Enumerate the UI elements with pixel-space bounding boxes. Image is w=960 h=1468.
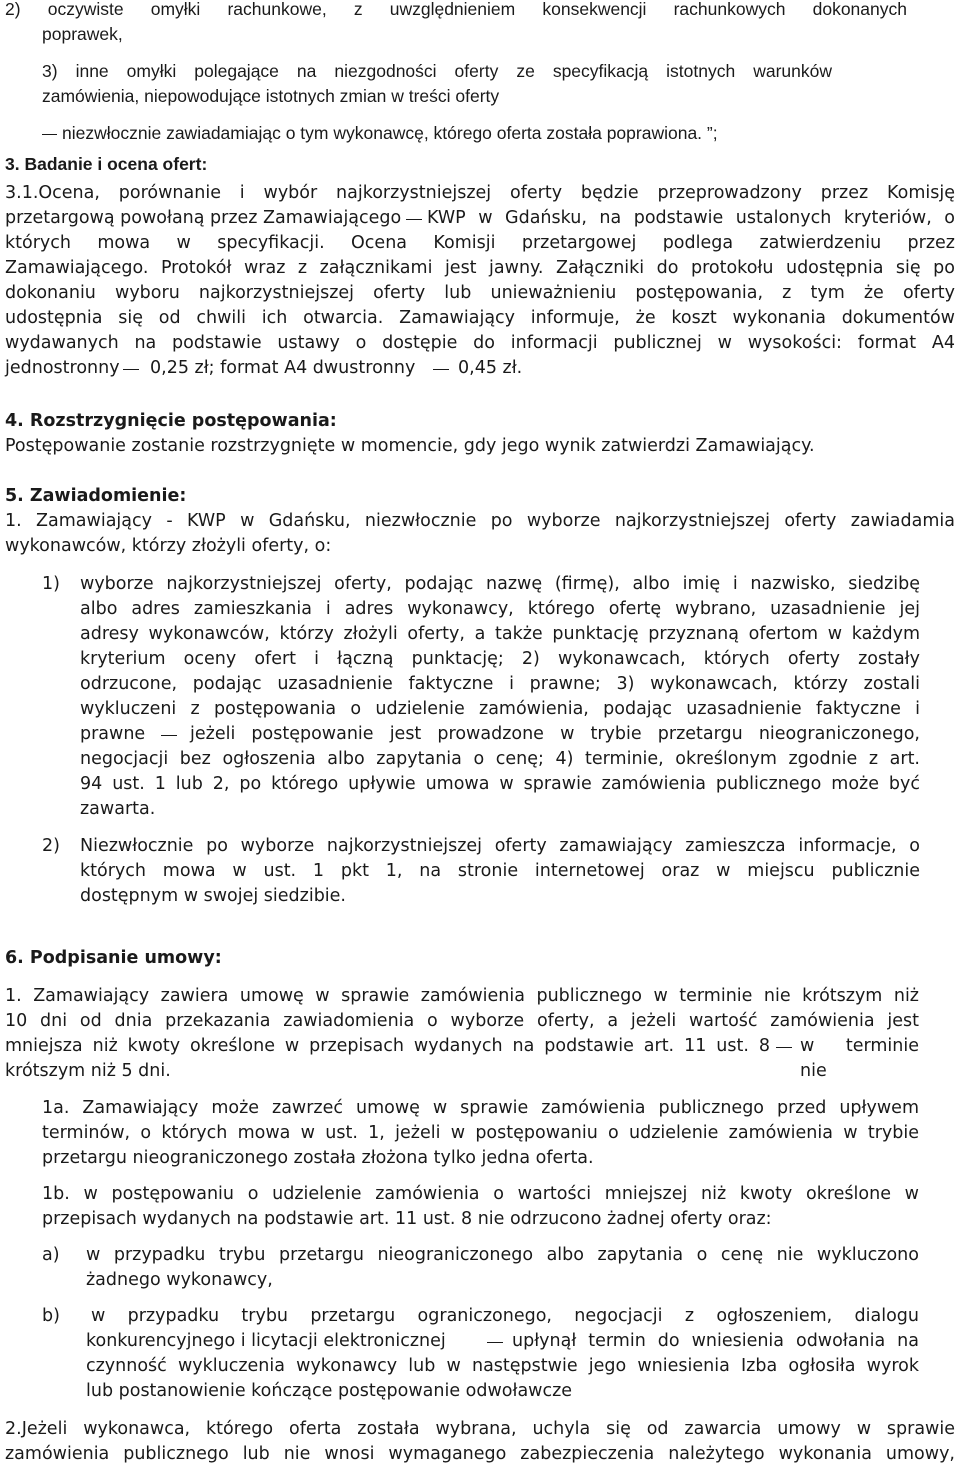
text-line: adresy wykonawców, którzy złożyli oferty, a także punktację przyznaną ofertom w każdym bbox=[80, 624, 920, 644]
text-line: 0,25 zł; format A4 dwustronny bbox=[150, 358, 416, 378]
text-line: 94 ust. 1 lub 2, po którego upływie umowa w sprawie zamówienia publicznego może być bbox=[80, 774, 920, 794]
text-line: zawarta. bbox=[80, 799, 156, 819]
text-line: upłynął termin do wniesienia odwołania na bbox=[512, 1331, 919, 1351]
text-line: żadnego wykonawcy, bbox=[86, 1270, 273, 1290]
em-dash bbox=[161, 735, 177, 736]
text-line: w przypadku trybu przetargu ograniczonego, negocjacji z ogłoszeniem, dialogu bbox=[91, 1306, 919, 1326]
text-line: zamówienia publicznego lub nie wnosi wymaganego zabezpieczenia należytego wykonania umowy, bbox=[5, 1444, 955, 1464]
text-line: czynność wykluczenia wykonawcy lub w następstwie jego wniesienia Izba ogłosiła wyrok bbox=[86, 1356, 919, 1376]
text-line: wyborze najkorzystniejszej oferty, podając nazwę (firmę), albo imię i nazwisko, siedzibę bbox=[80, 574, 920, 594]
text-line: zamówienia, niepowodujące istotnych zmian w treści oferty bbox=[42, 86, 500, 106]
text-line: kryterium oceny ofert i łączną punktację; 2) wykonawcach, których oferty zostały bbox=[80, 649, 920, 669]
text-line: których mowa w ust. 1 pkt 1, na stronie internetowej oraz w miejscu publicznie bbox=[80, 861, 920, 881]
text-line: 3.1.Ocena, porównanie i wybór najkorzystniejszej oferty będzie przeprowadzony przez Komisję bbox=[5, 183, 955, 203]
text-line: przetargową powołaną przez Zamawiającego bbox=[5, 208, 402, 228]
text-line: dokonaniu wyboru najkorzystniejszej oferty lub unieważnieniu postępowania, z tym że oferty bbox=[5, 283, 955, 303]
text-line: albo adres zamieszkania i adres wykonawcy, którego ofertę wybrano, uzasadnienie jej bbox=[80, 599, 920, 619]
text-line: dostępnym w swojej siedzibie. bbox=[80, 886, 346, 906]
list-number: 2) bbox=[42, 836, 60, 856]
text-line: 1. Zamawiający - KWP w Gdańsku, niezwłocznie po wyborze najkorzystniejszej oferty zawiadamia bbox=[5, 511, 955, 531]
list-letter: a) bbox=[42, 1245, 60, 1265]
text-line: 2.Jeżeli wykonawca, którego oferta została wybrana, uchyla się od zawarcia umowy w sprawie bbox=[5, 1419, 955, 1439]
text-line: poprawek, bbox=[42, 24, 123, 44]
text-line: przetargu nieograniczonego została złożona tylko jedna oferta. bbox=[42, 1148, 594, 1168]
text-line: 1. Zamawiający zawiera umowę w sprawie zamówienia publicznego w terminie nie krótszym niż bbox=[5, 986, 919, 1006]
text-line: 2) oczywiste omyłki rachunkowe, z uwzględnieniem konsekwencji rachunkowych dokonanych bbox=[5, 0, 907, 19]
text-line: Niezwłocznie po wyborze najkorzystniejszej oferty zamawiający zamieszcza informacje, o bbox=[80, 836, 920, 856]
em-dash bbox=[123, 369, 139, 370]
em-dash bbox=[406, 219, 422, 220]
section-heading: 6. Podpisanie umowy: bbox=[5, 948, 222, 968]
list-letter: b) bbox=[42, 1306, 60, 1326]
text-line: Zamawiającego. Protokół wraz z załącznikami jest jawny. Załączniki do protokołu udostępnia się po bbox=[5, 258, 955, 278]
text-line: przepisach wydanych na podstawie art. 11 ust. 8 nie odrzucono żadnej oferty oraz: bbox=[42, 1209, 772, 1229]
text-line: 10 dni od dnia przekazania zawiadomienia o wyborze oferty, a jeżeli wartość zamówienia jest bbox=[5, 1011, 919, 1031]
section-heading: 3. Badanie i ocena ofert: bbox=[5, 154, 208, 174]
em-dash bbox=[433, 369, 449, 370]
em-dash bbox=[776, 1047, 792, 1048]
text-line: prawne bbox=[80, 724, 146, 744]
text-line: w przypadku trybu przetargu nieograniczonego albo zapytania o cenę nie wykluczono bbox=[86, 1245, 919, 1265]
text-line: terminów, o których mowa w ust. 1, jeżeli w postępowaniu o udzielenie zamówienia w trybie bbox=[42, 1123, 919, 1143]
text-line: lub postanowienie kończące postępowanie odwoławcze bbox=[86, 1381, 573, 1401]
em-dash bbox=[487, 1342, 503, 1343]
text-line: odrzucone, podając uzasadnienie faktyczne i prawne; 3) wykonawcach, którzy zostali bbox=[80, 674, 920, 694]
text-line: wykonawców, którzy złożyli oferty, o: bbox=[5, 536, 332, 556]
text-line: konkurencyjnego i licytacji elektronicznej bbox=[86, 1331, 446, 1351]
text-line: Postępowanie zostanie rozstrzygnięte w momencie, gdy jego wynik zatwierdzi Zamawiający. bbox=[5, 436, 815, 456]
text-line: których mowa w specyfikacji. Ocena Komisji przetargowej podlega zatwierdzeniu przez bbox=[5, 233, 955, 253]
text-line: w terminie nie bbox=[800, 1036, 919, 1081]
em-dash bbox=[42, 134, 57, 135]
text-line: krótszym niż 5 dni. bbox=[5, 1061, 171, 1081]
text-line: 1b. w postępowaniu o udzielenie zamówienia o wartości mniejszej niż kwoty określone w bbox=[42, 1184, 919, 1204]
text-line: wykluczeni z postępowania o udzielenie zamówienia, podając uzasadnienie faktyczne i bbox=[80, 699, 920, 719]
text-line: 0,45 zł. bbox=[458, 358, 523, 378]
text-line: jednostronny bbox=[5, 358, 120, 378]
text-line: jeżeli postępowanie jest prowadzone w trybie przetargu nieograniczonego, bbox=[190, 724, 920, 744]
text-line: 3) inne omyłki polegające na niezgodności oferty ze specyfikacją istotnych warunków bbox=[42, 61, 832, 81]
text-line: KWP w Gdańsku, na podstawie ustalonych kryteriów, o bbox=[427, 208, 955, 228]
section-heading: 4. Rozstrzygnięcie postępowania: bbox=[5, 411, 337, 431]
text-line: negocjacji bez ogłoszenia albo zapytania o cenę; 4) terminie, określonym zgodnie z art. bbox=[80, 749, 920, 769]
list-number: 1) bbox=[42, 574, 60, 594]
text-line: wydawanych na podstawie ustawy o dostępie do informacji publicznej w wysokości: format A4 bbox=[5, 333, 955, 353]
text-line: udostępnia się od chwili ich otwarcia. Zamawiający informuje, że koszt wykonania dokumentów bbox=[5, 308, 955, 328]
section-heading: 5. Zawiadomienie: bbox=[5, 486, 187, 506]
text-line: niezwłocznie zawiadamiając o tym wykonawcę, którego oferta została poprawiona. ”; bbox=[62, 123, 718, 143]
text-line: mniejsza niż kwoty określone w przepisach wydanych na podstawie art. 11 ust. 8 bbox=[5, 1036, 770, 1056]
text-line: 1a. Zamawiający może zawrzeć umowę w sprawie zamówienia publicznego przed upływem bbox=[42, 1098, 919, 1118]
